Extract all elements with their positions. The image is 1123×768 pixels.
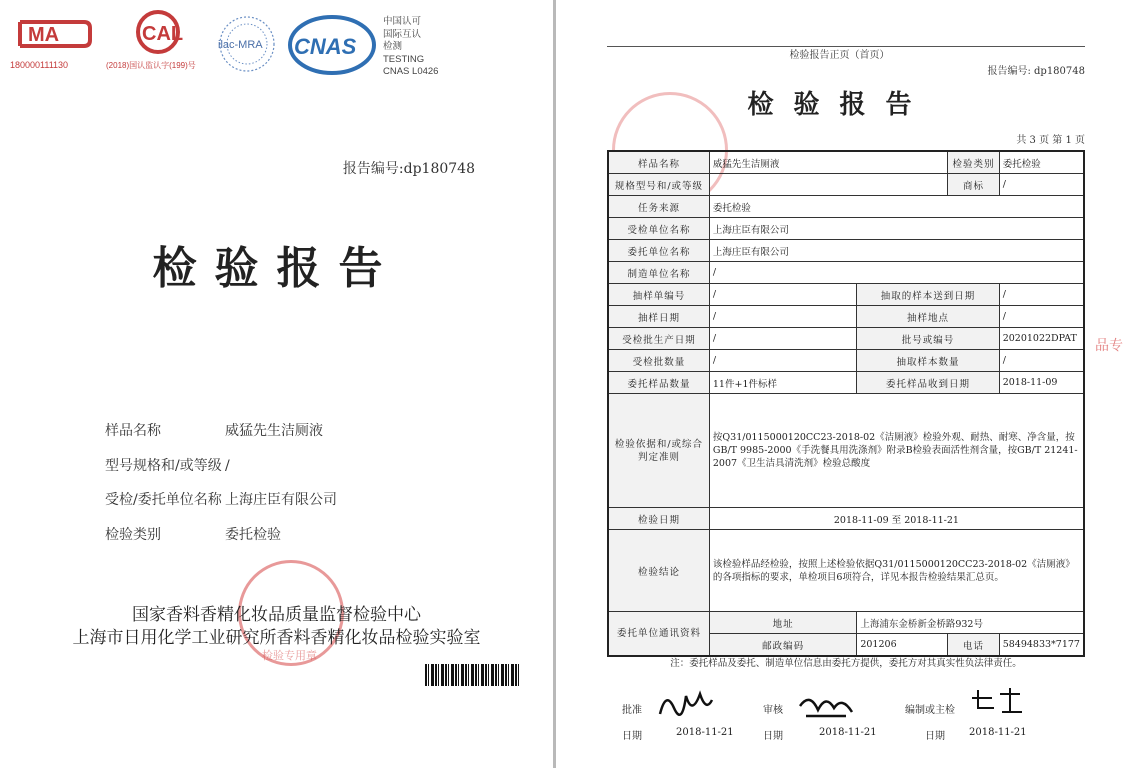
page-info: 共 3 页 第 1 页 xyxy=(1016,135,1085,146)
review-label: 审核 xyxy=(763,705,783,716)
approver-signature xyxy=(656,686,716,722)
cover-report-number: 报告编号:dp180748 xyxy=(342,161,475,177)
compiler-date: 2018-11-21 xyxy=(969,727,1027,738)
cal-logo xyxy=(108,10,208,60)
report-title: 检验报告 xyxy=(747,90,932,120)
table-row: 受检批数量 / 抽取样本数量 / xyxy=(608,350,1084,372)
cover-field-unit: 受检/委托单位名称 上海庄臣有限公司 xyxy=(105,492,337,508)
table-row: 检验日期 2018-11-09 至 2018-11-21 xyxy=(608,508,1084,530)
compiler-signature xyxy=(968,684,1028,720)
approve-date: 2018-11-21 xyxy=(676,727,734,738)
table-row: 受检单位名称 上海庄臣有限公司 xyxy=(608,218,1084,240)
issuer-name-line2: 上海市日用化学工业研究所香料香精化妆品检验实验室 xyxy=(72,628,481,648)
table-row: 制造单位名称 / xyxy=(608,262,1084,284)
cover-title: 检验报告 xyxy=(152,243,401,294)
table-row: 样品名称 威猛先生洁厕液 检验类别 委托检验 xyxy=(608,151,1084,174)
issuer-name-line1: 国家香料香精化妆品质量监督检验中心 xyxy=(132,605,421,625)
report-table xyxy=(607,150,1085,657)
report-cover-page xyxy=(0,0,553,768)
table-row: 邮政编码 201206 电话 58494833*7177 xyxy=(608,634,1084,657)
cma-logo xyxy=(14,14,94,50)
compiler-label: 编制或主检 xyxy=(905,705,955,716)
footnote: 注：委托样品及委托、制造单位信息由委托方提供，委托方对其真实性负法律责任。 xyxy=(670,658,1022,669)
seal-text: 检验专用章 xyxy=(262,649,317,662)
ilac-mark: ilac-MRA xyxy=(218,39,263,51)
running-head: 检验报告正页（首页） xyxy=(789,50,890,61)
table-row: 任务来源 委托检验 xyxy=(608,196,1084,218)
cnas-logo xyxy=(288,14,376,76)
approve-date-label: 日期 xyxy=(622,731,642,742)
table-row: 委托单位名称 上海庄臣有限公司 xyxy=(608,240,1084,262)
cma-mark: MA xyxy=(28,24,60,46)
review-date: 2018-11-21 xyxy=(819,727,877,738)
cover-field-model: 型号规格和/或等级 / xyxy=(105,458,230,474)
cal-caption: (2018)国认监认字(199)号 xyxy=(106,61,196,70)
cma-number: 180000111130 xyxy=(10,60,69,70)
compiler-date-label: 日期 xyxy=(925,731,945,742)
table-row: 抽样日期 / 抽样地点 / xyxy=(608,306,1084,328)
cnas-accreditation-text: 中国认可 国际互认 检测 TESTING CNAS L0426 xyxy=(383,16,439,77)
barcode xyxy=(425,664,521,686)
report-main-page xyxy=(556,0,1123,768)
edge-seal-fragment: 品专 xyxy=(1095,338,1123,354)
review-date-label: 日期 xyxy=(763,731,783,742)
table-row: 检验结论 该检验样品经检验，按照上述检验依据Q31/0115000120CC23-2018-02《洁厕液》的各项指标的要求，单检项目6项符合，详见本报告检验结果汇总页。 xyxy=(608,530,1084,612)
cal-mark: CAL xyxy=(142,23,184,45)
reviewer-signature xyxy=(796,686,856,722)
cnas-mark: CNAS xyxy=(294,34,357,59)
report-number: 报告编号: dp180748 xyxy=(987,66,1085,77)
cover-field-category: 检验类别 委托检验 xyxy=(105,527,281,543)
table-row: 委托单位通讯资料 地址 上海浦东金桥新金桥路932号 xyxy=(608,612,1084,634)
table-row: 受检批生产日期 / 批号或编号 20201022DPAT xyxy=(608,328,1084,350)
table-row: 委托样品数量 11件+1件标样 委托样品收到日期 2018-11-09 xyxy=(608,372,1084,394)
table-row: 规格型号和/或等级 商标 / xyxy=(608,174,1084,196)
ilac-mra-logo xyxy=(212,14,282,74)
table-row: 抽样单编号 / 抽取的样本送到日期 / xyxy=(608,284,1084,306)
approve-label: 批准 xyxy=(622,705,642,716)
cover-field-sample-name: 样品名称 威猛先生洁厕液 xyxy=(105,423,323,439)
table-row: 检验依据和/或综合判定准则 按Q31/0115000120CC23-2018-02《洁厕液》检验外观、耐热、耐寒、净含量，按GB/T 9985-2000《手洗餐具用洗涤剂》附录B检验表面活性剂含量，按GB/T 21241-2007《卫生洁具清洗剂》检验总酸度 xyxy=(608,394,1084,508)
